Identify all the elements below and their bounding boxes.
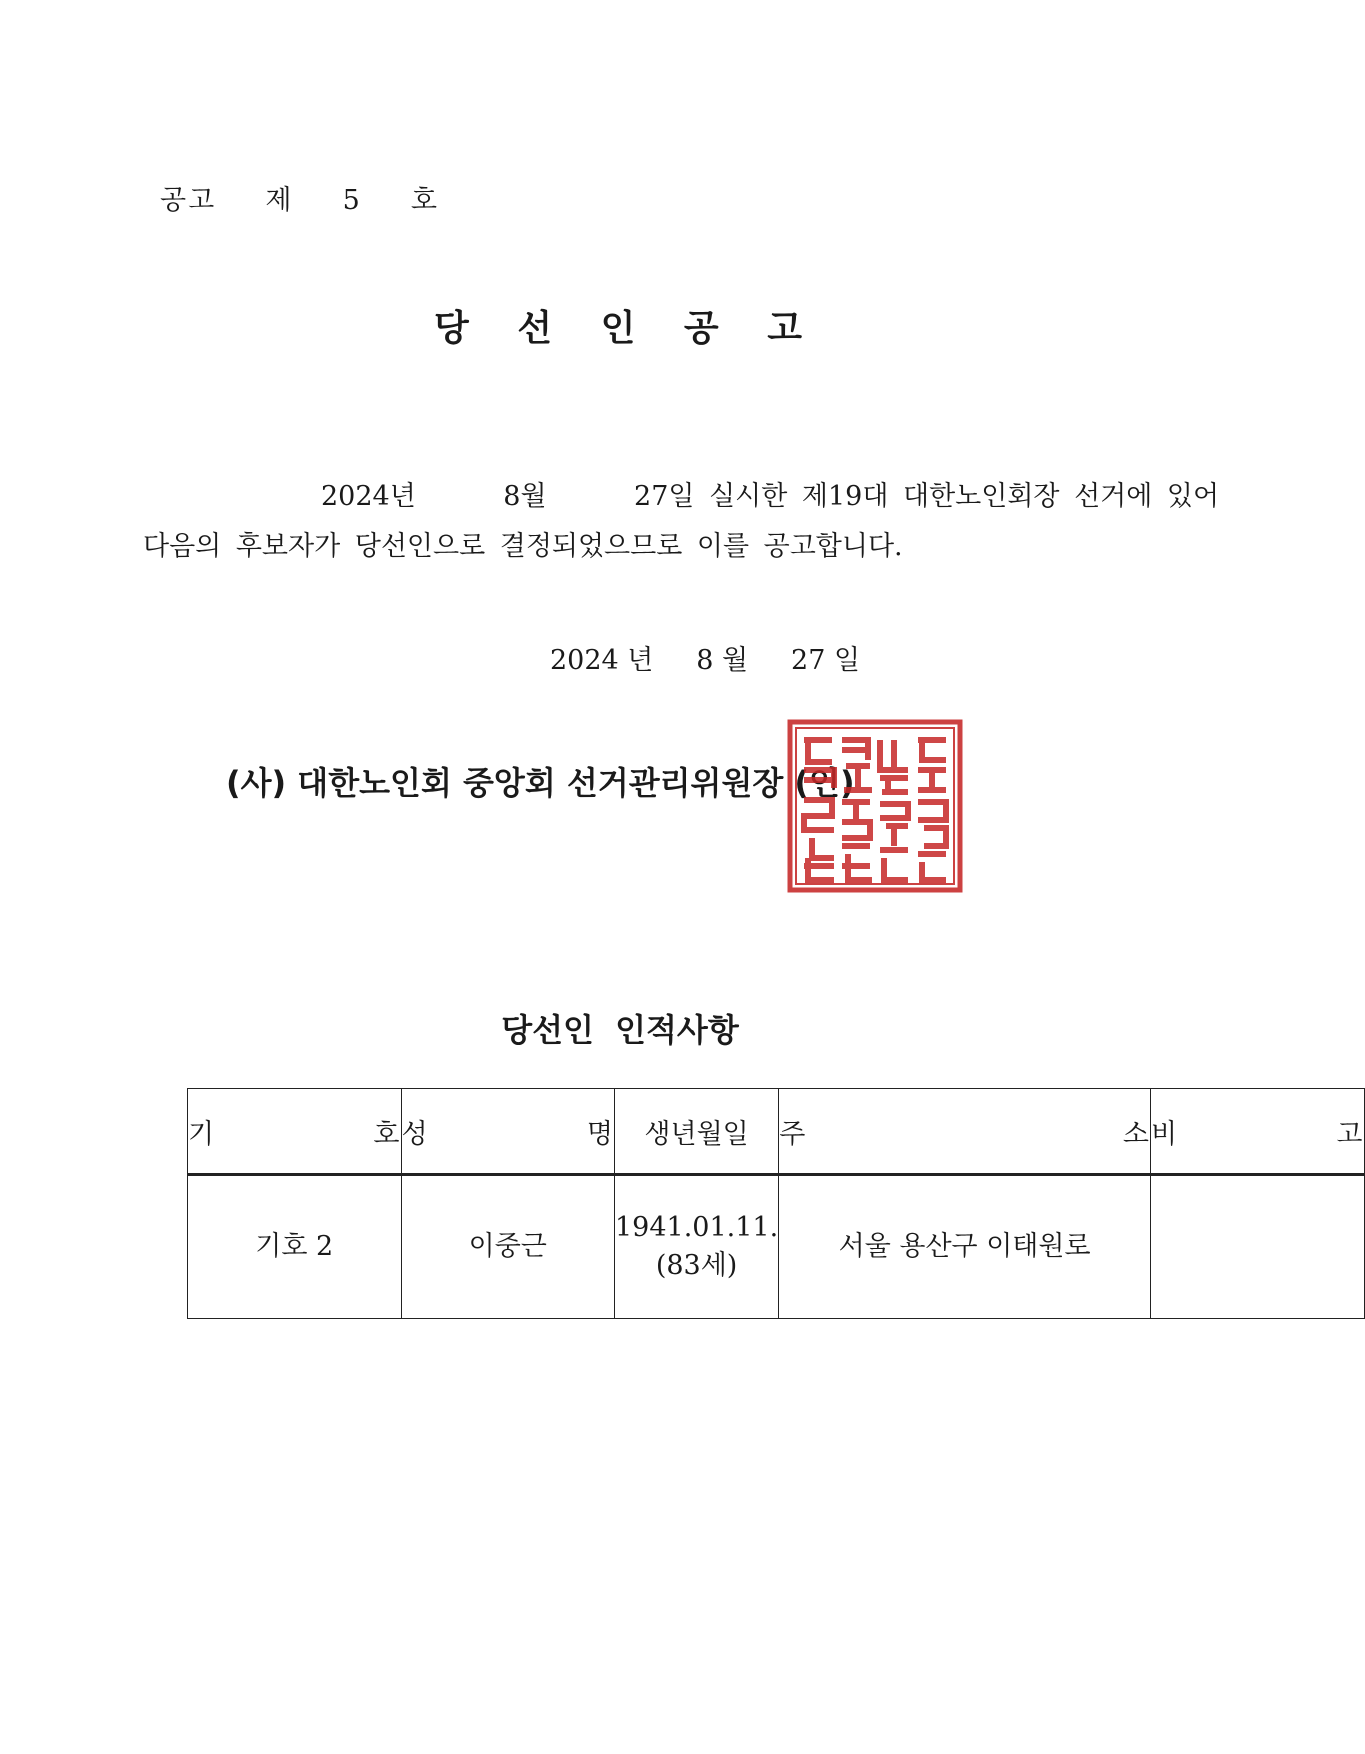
header-remarks [1151, 1089, 1365, 1175]
signer-title: (사) 대한노인회 중앙회 선거관리위원장 (인) [226, 764, 855, 802]
header-remarks-label: 비 고 [1151, 1118, 1364, 1150]
cell-birthdate [615, 1175, 779, 1319]
header-number-label: 기 호 [188, 1118, 401, 1150]
body-line-2: 다음의 후보자가 당선인으로 결정되었으므로 이를 공고합니다. [143, 531, 903, 562]
cell-number: 기호 2 [188, 1175, 402, 1319]
header-address [779, 1089, 1151, 1175]
table-header-row [188, 1089, 1365, 1175]
cell-address: 서울 용산구 이태원로 [779, 1175, 1151, 1319]
header-name-label: 성 명 [401, 1118, 614, 1150]
cell-name: 이중근 [401, 1175, 615, 1319]
winner-info-table [187, 1088, 1365, 1319]
cell-remarks [1151, 1175, 1365, 1319]
section-subtitle: 당선인 인적사항 [501, 1011, 739, 1049]
birthdate-value: 1941.01.11. [615, 1212, 779, 1243]
official-seal [786, 718, 964, 894]
header-number [188, 1089, 402, 1175]
age-value: (83세) [655, 1250, 738, 1281]
header-birthdate [615, 1089, 779, 1175]
header-address-label: 주 소 [779, 1118, 1151, 1150]
header-birthdate-label: 생년월일 [644, 1118, 749, 1150]
header-name [401, 1089, 615, 1175]
announcement-date: 2024 년 8 월 27 일 [550, 645, 861, 676]
document-title: 당 선 인 공 고 [433, 308, 806, 349]
notice-number: 공고 제 5 호 [160, 185, 440, 216]
body-line-1: 2024년 8월 27일 실시한 제19대 대한노인회장 선거에 있어 [321, 481, 1220, 512]
announcement-body [143, 472, 1220, 572]
table-row [188, 1175, 1365, 1319]
